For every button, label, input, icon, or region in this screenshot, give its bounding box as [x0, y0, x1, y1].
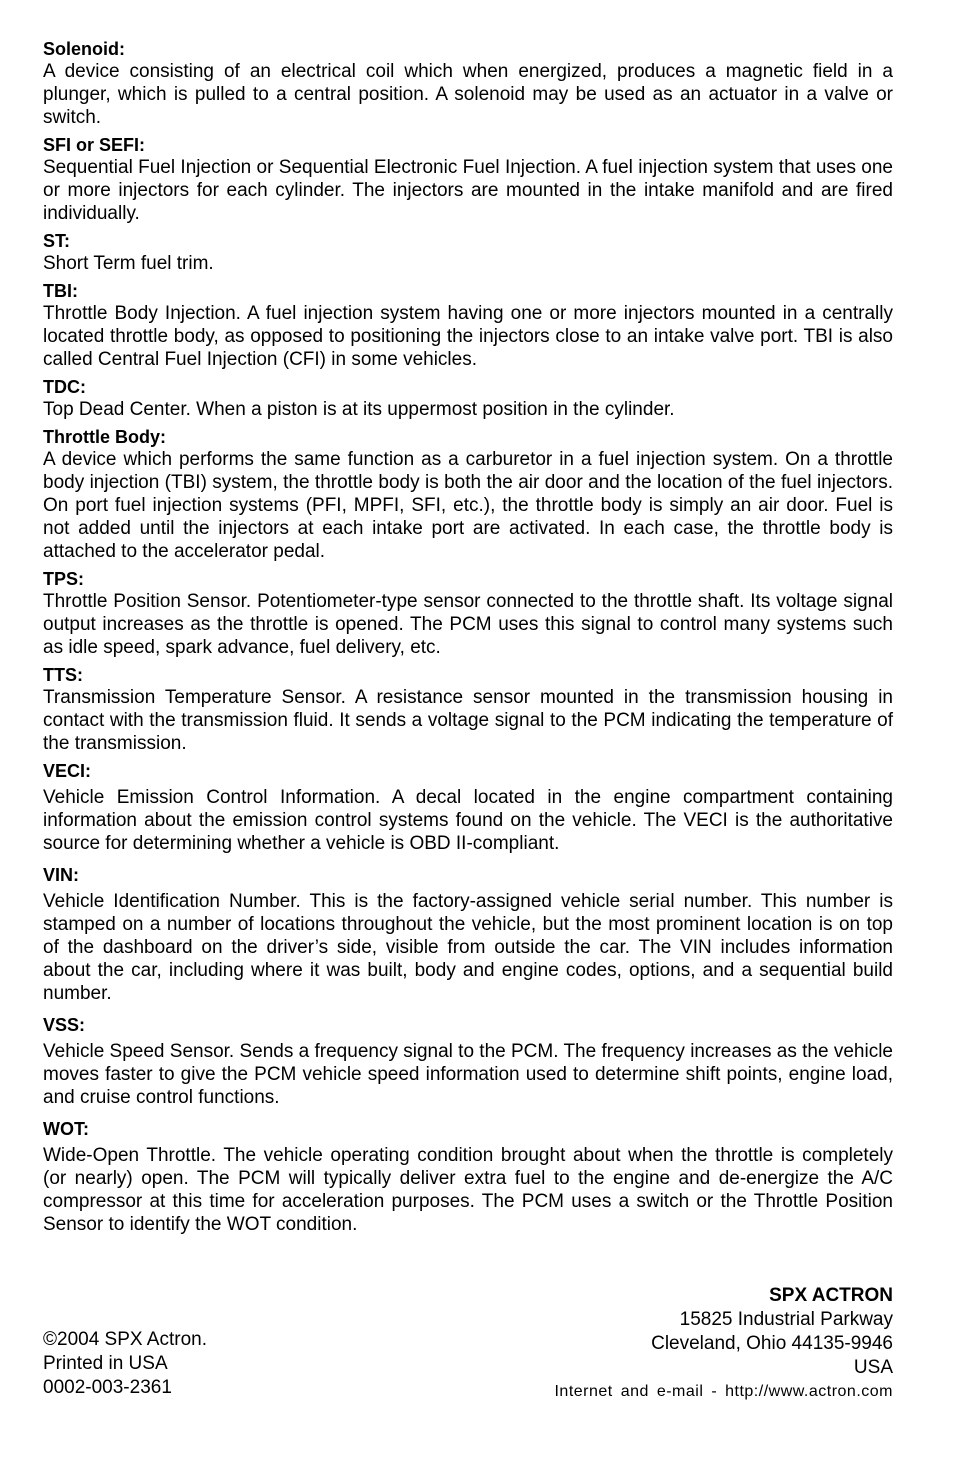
- address-city: Cleveland, Ohio 44135-9946: [651, 1333, 893, 1354]
- glossary-definition: Sequential Fuel Injection or Sequential Electronic Fuel Injection. A fuel injection system that uses one or more injectors for each cylinder. The injectors are mounted in the intake manifold and are fired individually.: [43, 157, 893, 224]
- glossary-entry-solenoid: [43, 38, 893, 129]
- glossary-entry-vss: [43, 1014, 893, 1109]
- company-name: SPX ACTRON: [769, 1285, 893, 1306]
- glossary-term: Throttle Body:: [43, 427, 166, 447]
- glossary-term: TDC:: [43, 377, 86, 397]
- glossary-term: SFI or SEFI:: [43, 135, 146, 155]
- glossary-definition: A device which performs the same function as a carburetor in a fuel injection system. On a throttle body injection (TBI) system, the throttle body is both the air door and the location of the fuel injectors. On port fuel injection systems (PFI, MPFI, SFI, etc.), the throttle body is simply an air door. Fuel is not added until the injectors at each intake port are activated. In each case, the throttle body is attached to the accelerator pedal.: [43, 449, 893, 562]
- glossary-term: VECI:: [43, 761, 92, 781]
- glossary-definition: Top Dead Center. When a piston is at its uppermost position in the cylinder.: [43, 399, 675, 420]
- glossary-term: Solenoid:: [43, 39, 125, 59]
- address-street: 15825 Industrial Parkway: [679, 1309, 893, 1330]
- glossary-term: ST:: [43, 231, 70, 251]
- glossary-entry-st: [43, 230, 893, 275]
- glossary-term: TTS:: [43, 665, 83, 685]
- copyright-block: [43, 1328, 207, 1400]
- glossary-entry-tbi: [43, 280, 893, 371]
- glossary-definition: Wide-Open Throttle. The vehicle operating condition brought about when the throttle is completely (or nearly) open. The PCM will typically deliver extra fuel to the engine and de-energize the A/C compressor at this time for acceleration purposes. The PCM uses a switch or the Throttle Position Sensor to identify the WOT condition.: [43, 1145, 893, 1235]
- glossary-term: WOT:: [43, 1119, 89, 1139]
- part-number: 0002-003-2361: [43, 1377, 172, 1398]
- glossary-definition: Transmission Temperature Sensor. A resistance sensor mounted in the transmission housing in contact with the transmission fluid. It sends a voltage signal to the PCM indicating the temperature of the transmission.: [43, 687, 893, 754]
- website-line: Internet and e-mail - http://www.actron.com: [554, 1383, 893, 1400]
- glossary-definition: Vehicle Speed Sensor. Sends a frequency signal to the PCM. The frequency increases as the vehicle moves faster to give the PCM vehicle speed information used to determine shift points, engine load, and cruise control functions.: [43, 1041, 893, 1108]
- glossary-entry-vin: [43, 864, 893, 1005]
- glossary-term: TBI:: [43, 281, 78, 301]
- glossary-entry-tps: [43, 568, 893, 659]
- glossary-entry-tts: [43, 664, 893, 755]
- glossary-list: [43, 38, 893, 1245]
- glossary-definition: Throttle Position Sensor. Potentiometer-type sensor connected to the throttle shaft. Its voltage signal output increases as the throttle is opened. The PCM uses this signal to control many systems such as idle speed, spark advance, fuel delivery, etc.: [43, 591, 893, 658]
- glossary-definition: A device consisting of an electrical coil which when energized, produces a magnetic field in a plunger, which is pulled to a central position. A solenoid may be used as an actuator in a valve or switch.: [43, 61, 893, 128]
- glossary-entry-wot: [43, 1118, 893, 1236]
- glossary-term: VIN:: [43, 865, 79, 885]
- glossary-definition: Throttle Body Injection. A fuel injection system having one or more injectors mounted in a centrally located throttle body, as opposed to positioning the injectors close to an intake valve port. TBI is also called Central Fuel Injection (CFI) in some vehicles.: [43, 303, 893, 370]
- glossary-entry-throttle-body: [43, 426, 893, 563]
- printed-in-text: Printed in USA: [43, 1353, 168, 1374]
- glossary-entry-sfi: [43, 134, 893, 225]
- glossary-term: VSS:: [43, 1015, 86, 1035]
- glossary-definition: Vehicle Emission Control Information. A decal located in the engine compartment containing information about the emission control systems found on the vehicle. The VECI is the authoritative source for determining whether a vehicle is OBD II-compliant.: [43, 787, 893, 854]
- glossary-entry-veci: [43, 760, 893, 855]
- glossary-term: TPS:: [43, 569, 85, 589]
- glossary-entry-tdc: [43, 376, 893, 421]
- address-country: USA: [853, 1357, 893, 1378]
- copyright-text: ©2004 SPX Actron.: [43, 1329, 207, 1350]
- glossary-definition: Short Term fuel trim.: [43, 253, 214, 274]
- glossary-definition: Vehicle Identification Number. This is the factory-assigned vehicle serial number. This number is stamped on a number of locations throughout the vehicle, but the most prominent location is on top of the dashboard on the driver’s side, visible from outside the car. The VIN includes information about the car, including where it was built, body and engine codes, options, and a sequential build number.: [43, 891, 893, 1004]
- company-address-block: [554, 1284, 893, 1404]
